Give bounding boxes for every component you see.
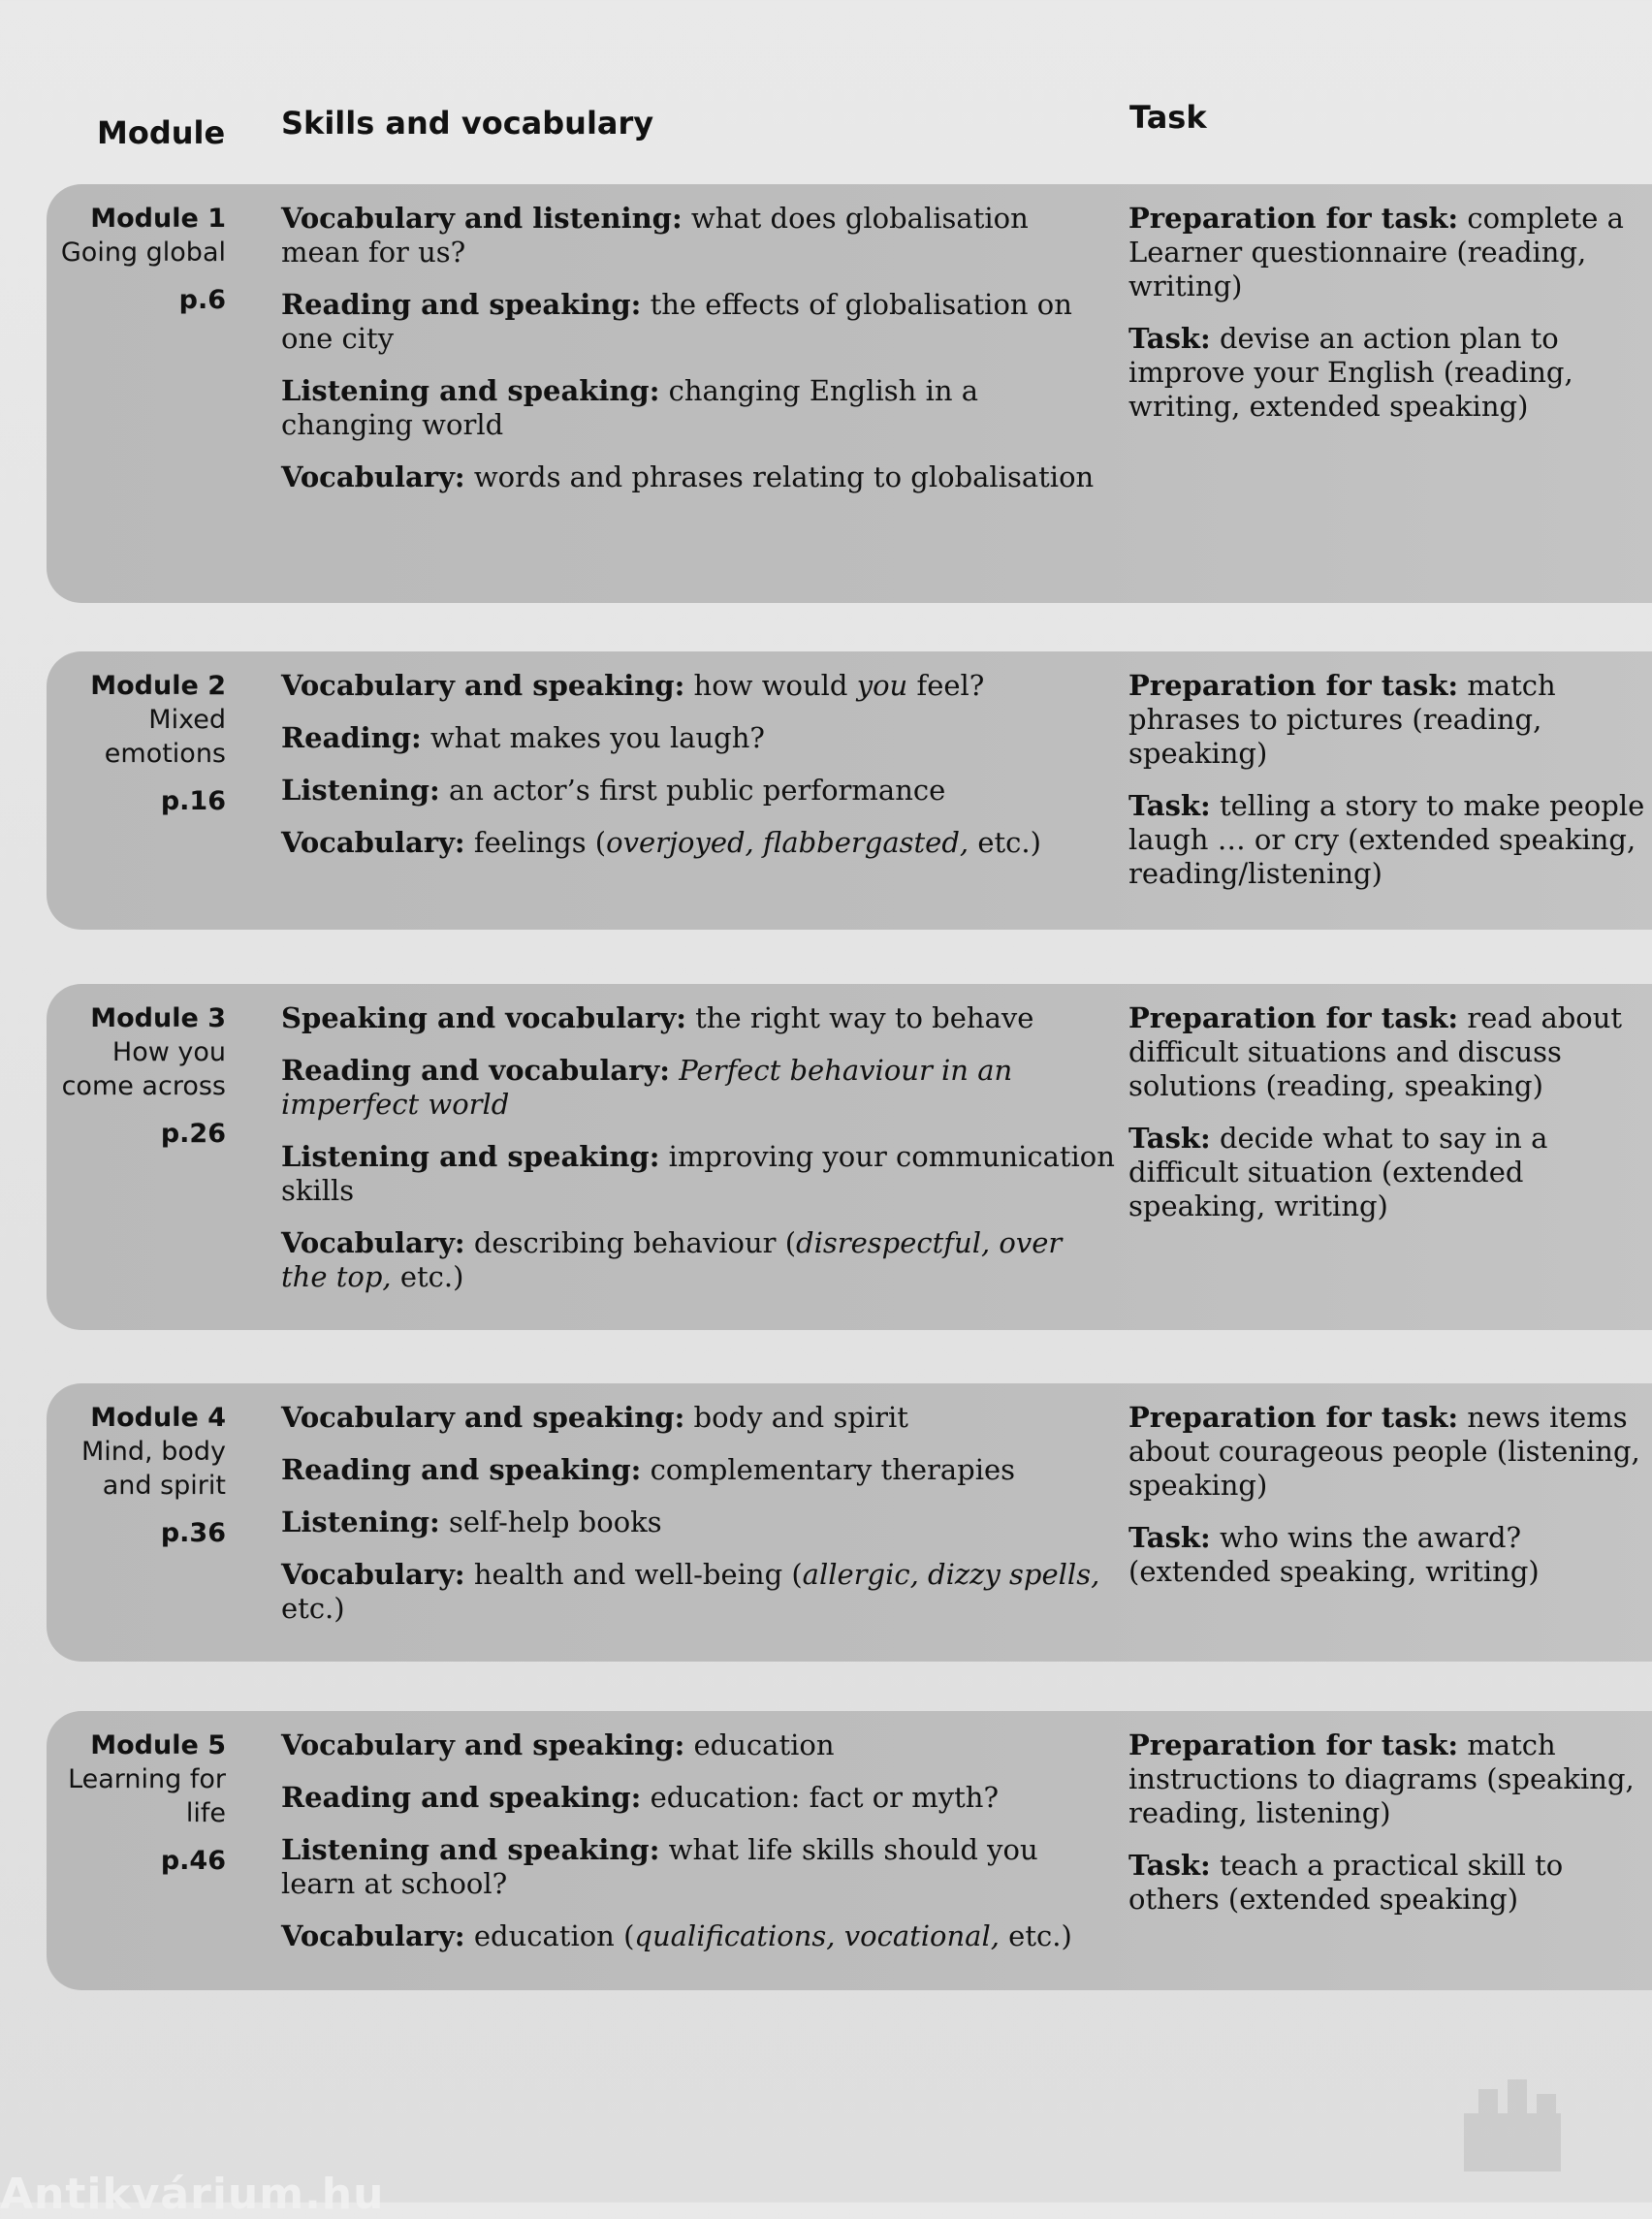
- module-row: [47, 184, 1652, 603]
- module-name-line: life: [185, 1798, 226, 1828]
- skills-entry-label: Listening and speaking:: [281, 1833, 660, 1866]
- skills-entry-label: Vocabulary and speaking:: [281, 669, 685, 702]
- skills-entry: [281, 1054, 1115, 1122]
- task-entry-label: Preparation for task:: [1128, 1001, 1459, 1034]
- skills-entry-text: qualifications, vocational,: [634, 1919, 1000, 1952]
- skills-entry: [281, 288, 1115, 356]
- skills-entry-text: complementary therapies: [641, 1453, 1016, 1486]
- module-info: [47, 1001, 226, 1151]
- module-name-line: Going global: [60, 238, 226, 268]
- task-entry: [1128, 322, 1652, 424]
- task-entry: [1128, 669, 1652, 771]
- module-info: [47, 1401, 226, 1550]
- skills-entry-text: health and well-being (: [464, 1558, 803, 1591]
- task-entry-label: Preparation for task:: [1128, 1728, 1459, 1761]
- skills-column: [281, 1728, 1115, 1972]
- module-name-line: and spirit: [102, 1471, 226, 1501]
- skills-entry-text: how would: [684, 669, 857, 702]
- task-column: [1128, 669, 1652, 909]
- task-entry-text: who wins the award? (extended speaking, writing): [1128, 1521, 1540, 1588]
- skills-entry: [281, 1226, 1115, 1294]
- task-entry: [1128, 1001, 1652, 1103]
- skills-entry: [281, 826, 1115, 860]
- task-column: [1128, 1001, 1652, 1242]
- header-module: Module: [97, 114, 226, 151]
- module-page-ref: p.16: [160, 786, 226, 816]
- skills-entry: [281, 721, 1115, 755]
- skills-entry: [281, 1506, 1115, 1539]
- skills-entry-text: the right way to behave: [685, 1001, 1034, 1034]
- module-row: [47, 1711, 1652, 1990]
- task-entry: [1128, 789, 1652, 891]
- skills-entry-label: Listening and speaking:: [281, 1140, 660, 1173]
- skills-entry-text: body and spirit: [684, 1401, 908, 1434]
- task-entry-label: Preparation for task:: [1128, 202, 1459, 235]
- skills-entry: [281, 374, 1115, 442]
- skills-entry-label: Reading and speaking:: [281, 1781, 642, 1814]
- skills-entry-text: education: [684, 1728, 835, 1761]
- skills-entry-text: education: fact or myth?: [641, 1781, 1000, 1814]
- module-row: [47, 651, 1652, 930]
- skills-entry: [281, 1401, 1115, 1435]
- module-page-ref: p.26: [160, 1119, 226, 1149]
- task-entry: [1128, 1849, 1652, 1917]
- skills-entry: [281, 1140, 1115, 1208]
- task-entry-text: match instructions to diagrams (speaking, reading, listening): [1128, 1728, 1635, 1829]
- skills-entry: [281, 202, 1115, 269]
- header-skills: Skills and vocabulary: [281, 105, 654, 142]
- task-entry-text: match phrases to pictures (reading, speaking): [1128, 669, 1556, 770]
- skills-entry-text: describing behaviour (: [464, 1226, 797, 1259]
- skills-entry-text: what does globalisation mean for us?: [281, 202, 1029, 269]
- skills-entry: [281, 1558, 1115, 1626]
- task-entry-text: telling a story to make people laugh … or cry (extended speaking, reading/listening): [1128, 789, 1645, 890]
- skills-entry-text: etc.): [281, 1592, 345, 1625]
- skills-entry: [281, 1001, 1115, 1035]
- skills-column: [281, 669, 1115, 878]
- module-name-line: Learning for: [68, 1764, 226, 1794]
- skills-entry-text: etc.): [969, 826, 1041, 859]
- skills-entry-text: what life skills should you learn at school?: [281, 1833, 1038, 1900]
- skills-entry-label: Listening:: [281, 774, 440, 807]
- task-entry-text: read about difficult situations and discuss solutions (reading, speaking): [1128, 1001, 1623, 1102]
- skills-entry-text: etc.): [999, 1919, 1072, 1952]
- skills-column: [281, 202, 1115, 513]
- task-entry: [1128, 1521, 1652, 1589]
- task-entry-text: complete a Learner questionnaire (reading, writing): [1128, 202, 1624, 302]
- skills-entry: [281, 1919, 1115, 1953]
- module-row: [47, 1383, 1652, 1662]
- skills-entry-text: education (: [464, 1919, 635, 1952]
- skills-entry-text: feelings (: [464, 826, 607, 859]
- task-entry-label: Task:: [1128, 322, 1211, 355]
- skills-entry-label: Reading and speaking:: [281, 1453, 642, 1486]
- task-column: [1128, 1401, 1652, 1607]
- module-number: Module 3: [90, 1003, 226, 1033]
- task-entry-text: decide what to say in a difficult situation (extended speaking, writing): [1128, 1122, 1548, 1222]
- task-entry-label: Task:: [1128, 1521, 1211, 1554]
- task-column: [1128, 1728, 1652, 1935]
- module-number: Module 4: [90, 1403, 226, 1433]
- watermark-text: Antikvárium.hu: [0, 2170, 385, 2219]
- module-row: [47, 984, 1652, 1330]
- skills-entry-label: Vocabulary and listening:: [281, 202, 683, 235]
- skills-column: [281, 1401, 1115, 1644]
- skills-entry-label: Vocabulary:: [281, 1558, 465, 1591]
- skills-entry-text: you: [856, 669, 908, 702]
- task-entry-label: Preparation for task:: [1128, 669, 1459, 702]
- skills-entry-text: disrespectful, over the top,: [281, 1226, 1063, 1293]
- skills-entry-text: changing English in a changing world: [281, 374, 979, 441]
- skills-entry-text: what makes you laugh?: [421, 721, 765, 754]
- module-info: [47, 669, 226, 818]
- module-page-ref: p.36: [160, 1518, 226, 1548]
- module-name-line: Mixed: [148, 705, 226, 735]
- task-entry-text: teach a practical skill to others (extended speaking): [1128, 1849, 1564, 1916]
- skills-entry-text: [670, 1054, 679, 1087]
- task-entry: [1128, 1401, 1652, 1503]
- task-entry-label: Task:: [1128, 789, 1211, 822]
- module-name-line: Mind, body: [81, 1437, 226, 1467]
- skills-entry-label: Reading and vocabulary:: [281, 1054, 670, 1087]
- skills-entry: [281, 460, 1115, 494]
- skills-entry-label: Vocabulary:: [281, 826, 465, 859]
- skills-entry-label: Vocabulary:: [281, 460, 465, 493]
- task-entry: [1128, 1122, 1652, 1223]
- skills-entry-text: allergic, dizzy spells,: [802, 1558, 1100, 1591]
- header-task: Task: [1129, 99, 1207, 136]
- task-column: [1128, 202, 1652, 442]
- task-entry: [1128, 202, 1652, 303]
- skills-entry-text: the effects of globalisation on one city: [281, 288, 1072, 355]
- skills-entry: [281, 1453, 1115, 1487]
- module-info: [47, 1728, 226, 1878]
- skills-entry-text: feel?: [907, 669, 985, 702]
- task-entry-label: Task:: [1128, 1849, 1211, 1882]
- module-name-line: How you: [111, 1037, 226, 1067]
- module-number: Module 1: [90, 204, 226, 234]
- skills-column: [281, 1001, 1115, 1313]
- module-number: Module 5: [90, 1730, 226, 1760]
- skills-entry-label: Reading and speaking:: [281, 288, 642, 321]
- module-name-line: come across: [61, 1071, 226, 1101]
- skills-entry-text: etc.): [391, 1260, 464, 1293]
- skills-entry-label: Listening and speaking:: [281, 374, 660, 407]
- skills-entry-label: Listening:: [281, 1506, 440, 1538]
- skills-entry-label: Reading:: [281, 721, 422, 754]
- skills-entry-label: Speaking and vocabulary:: [281, 1001, 686, 1034]
- task-entry: [1128, 1728, 1652, 1830]
- skills-entry-label: Vocabulary:: [281, 1226, 465, 1259]
- module-page-ref: p.46: [160, 1846, 226, 1876]
- publisher-logo-icon: [1454, 2075, 1571, 2181]
- skills-entry-text: overjoyed, flabbergasted,: [606, 826, 969, 859]
- task-entry-label: Preparation for task:: [1128, 1401, 1459, 1434]
- skills-entry: [281, 1781, 1115, 1815]
- skills-entry: [281, 1833, 1115, 1901]
- task-entry-label: Task:: [1128, 1122, 1211, 1155]
- module-page-ref: p.6: [178, 285, 226, 315]
- task-entry-text: news items about courageous people (listening, speaking): [1128, 1401, 1640, 1502]
- module-name-line: emotions: [104, 739, 226, 769]
- skills-entry-text: an actor’s first public performance: [439, 774, 946, 807]
- skills-entry-text: improving your communication skills: [281, 1140, 1115, 1207]
- task-entry-text: devise an action plan to improve your English (reading, writing, extended speaking): [1128, 322, 1573, 423]
- skills-entry: [281, 669, 1115, 703]
- skills-entry-label: Vocabulary and speaking:: [281, 1401, 685, 1434]
- skills-entry-text: words and phrases relating to globalisation: [464, 460, 1095, 493]
- skills-entry: [281, 774, 1115, 808]
- skills-entry: [281, 1728, 1115, 1762]
- skills-entry-label: Vocabulary:: [281, 1919, 465, 1952]
- module-number: Module 2: [90, 671, 226, 701]
- skills-entry-label: Vocabulary and speaking:: [281, 1728, 685, 1761]
- skills-entry-text: self-help books: [439, 1506, 662, 1538]
- module-info: [47, 202, 226, 317]
- skills-entry-text: Perfect behaviour in an imperfect world: [281, 1054, 1013, 1121]
